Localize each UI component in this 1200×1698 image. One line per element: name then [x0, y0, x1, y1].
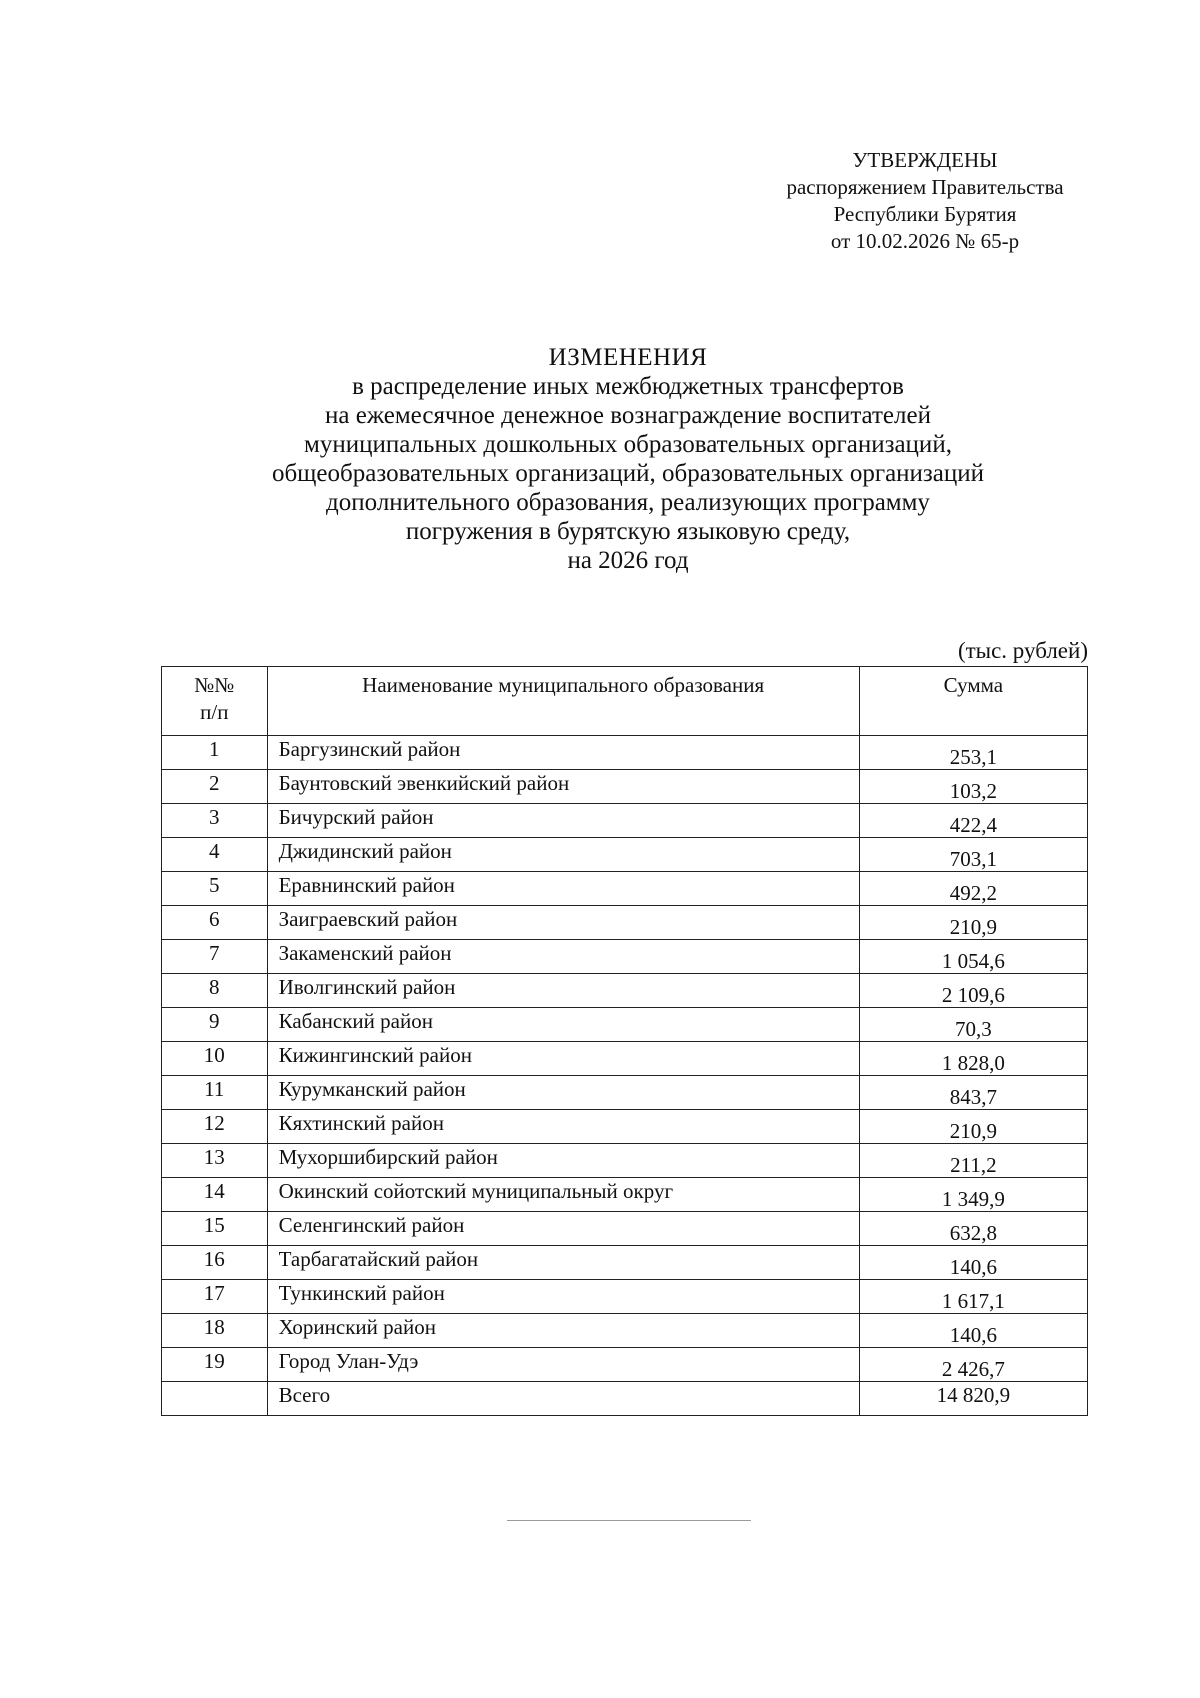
header-number	[162, 667, 268, 736]
row-number: 1	[162, 736, 268, 770]
title-line: на 2026 год	[567, 547, 689, 574]
table-row	[162, 1246, 1088, 1280]
row-municipality: Окинский сойотский муниципальный округ	[267, 1178, 859, 1212]
table-row	[162, 1076, 1088, 1110]
row-number: 11	[162, 1076, 268, 1110]
row-sum: 703,1	[859, 838, 1087, 872]
row-sum: 492,2	[859, 872, 1087, 906]
row-number: 14	[162, 1178, 268, 1212]
row-number: 6	[162, 906, 268, 940]
table-row	[162, 1314, 1088, 1348]
table-row	[162, 736, 1088, 770]
header-number-line2: п/п	[200, 700, 229, 724]
table-header-row	[162, 667, 1088, 736]
title-line: на ежемесячное денежное вознаграждение воспитателей	[325, 402, 931, 429]
row-sum: 422,4	[859, 804, 1087, 838]
total-sum: 14 820,9	[859, 1382, 1087, 1416]
row-number: 3	[162, 804, 268, 838]
row-municipality: Джидинский район	[267, 838, 859, 872]
row-number: 8	[162, 974, 268, 1008]
row-sum: 103,2	[859, 770, 1087, 804]
row-municipality: Заиграевский район	[267, 906, 859, 940]
row-sum: 1 828,0	[859, 1042, 1087, 1076]
row-number: 18	[162, 1314, 268, 1348]
table-body	[162, 736, 1088, 1416]
row-municipality: Бичурский район	[267, 804, 859, 838]
row-number: 15	[162, 1212, 268, 1246]
table-row	[162, 770, 1088, 804]
allocation-table	[161, 666, 1088, 1416]
row-municipality: Город Улан-Удэ	[267, 1348, 859, 1382]
table-row	[162, 1008, 1088, 1042]
table-row	[162, 1042, 1088, 1076]
row-municipality: Баргузинский район	[267, 736, 859, 770]
row-sum: 253,1	[859, 736, 1087, 770]
total-number	[162, 1382, 268, 1416]
row-sum: 632,8	[859, 1212, 1087, 1246]
table-row	[162, 1110, 1088, 1144]
units-label: (тыс. рублей)	[957, 638, 1088, 663]
row-number: 12	[162, 1110, 268, 1144]
page-title: ИЗМЕНЕНИЯ	[548, 344, 708, 371]
approval-heading: УТВЕРЖДЕНЫ	[852, 148, 998, 172]
row-number: 19	[162, 1348, 268, 1382]
table-row	[162, 1212, 1088, 1246]
title-line: погружения в бурятскую языковую среду,	[405, 518, 851, 545]
row-sum: 210,9	[859, 906, 1087, 940]
table-total-row	[162, 1382, 1088, 1416]
row-municipality: Курумканский район	[267, 1076, 859, 1110]
row-sum: 70,3	[859, 1008, 1087, 1042]
table-row	[162, 940, 1088, 974]
row-municipality: Кабанский район	[267, 1008, 859, 1042]
title-line: общеобразовательных организаций, образовательных организаций	[271, 460, 985, 487]
row-number: 10	[162, 1042, 268, 1076]
row-municipality: Еравнинский район	[267, 872, 859, 906]
row-sum: 2 109,6	[859, 974, 1087, 1008]
row-number: 13	[162, 1144, 268, 1178]
row-municipality: Закаменский район	[267, 940, 859, 974]
table-row	[162, 1178, 1088, 1212]
table-row	[162, 872, 1088, 906]
row-sum: 843,7	[859, 1076, 1087, 1110]
row-municipality: Баунтовский эвенкийский район	[267, 770, 859, 804]
row-sum: 1 349,9	[859, 1178, 1087, 1212]
approval-date-number: от 10.02.2026 № 65-р	[830, 229, 1020, 253]
row-sum: 140,6	[859, 1314, 1087, 1348]
document-title	[160, 343, 1096, 575]
row-number: 17	[162, 1280, 268, 1314]
table-row	[162, 906, 1088, 940]
total-label: Всего	[267, 1382, 859, 1416]
row-municipality: Селенгинский район	[267, 1212, 859, 1246]
header-sum: Сумма	[859, 667, 1087, 736]
row-sum: 211,2	[859, 1144, 1087, 1178]
row-number: 5	[162, 872, 268, 906]
row-number: 2	[162, 770, 268, 804]
row-municipality: Хоринский район	[267, 1314, 859, 1348]
table-row	[162, 1144, 1088, 1178]
row-municipality: Кижингинский район	[267, 1042, 859, 1076]
row-sum: 1 617,1	[859, 1280, 1087, 1314]
row-sum: 2 426,7	[859, 1348, 1087, 1382]
approval-issuer: распоряжением Правительства	[786, 175, 1064, 199]
header-number-line1: №№	[194, 673, 235, 697]
row-sum: 1 054,6	[859, 940, 1087, 974]
header-name: Наименование муниципального образования	[267, 667, 859, 736]
footer-divider	[507, 1520, 751, 1521]
title-line: в распределение иных межбюджетных трансфертов	[352, 373, 904, 400]
row-number: 16	[162, 1246, 268, 1280]
table-row	[162, 974, 1088, 1008]
table-row	[162, 1280, 1088, 1314]
row-number: 9	[162, 1008, 268, 1042]
table-row	[162, 838, 1088, 872]
row-sum: 210,9	[859, 1110, 1087, 1144]
row-municipality: Тарбагатайский район	[267, 1246, 859, 1280]
row-municipality: Иволгинский район	[267, 974, 859, 1008]
row-municipality: Кяхтинский район	[267, 1110, 859, 1144]
row-sum: 140,6	[859, 1246, 1087, 1280]
table-row	[162, 804, 1088, 838]
title-line: дополнительного образования, реализующих программу	[326, 489, 930, 516]
row-number: 7	[162, 940, 268, 974]
approval-stamp	[760, 147, 1090, 255]
row-municipality: Мухоршибирский район	[267, 1144, 859, 1178]
table-row	[162, 1348, 1088, 1382]
approval-republic: Республики Бурятия	[833, 202, 1017, 226]
row-number: 4	[162, 838, 268, 872]
title-line: муниципальных дошкольных образовательных организаций,	[304, 431, 952, 458]
row-municipality: Тункинский район	[267, 1280, 859, 1314]
